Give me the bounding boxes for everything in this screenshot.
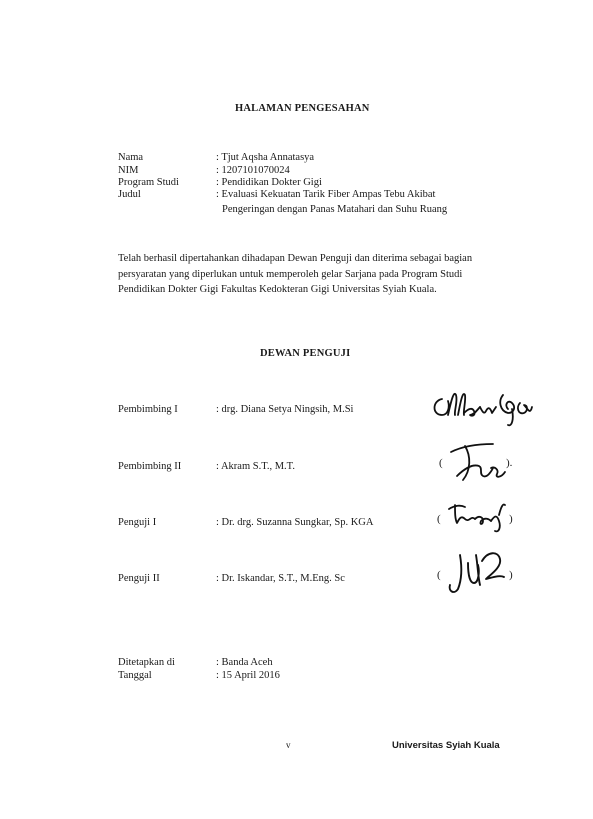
examiner-name: : drg. Diana Setya Ningsih, M.Si <box>216 404 354 415</box>
nim-value: : 1207101070024 <box>216 165 290 176</box>
page-number: v <box>286 740 291 750</box>
page-title: HALAMAN PENGESAHAN <box>235 103 370 114</box>
board-title: DEWAN PENGUJI <box>260 348 351 359</box>
examiner-role: Penguji II <box>118 573 160 584</box>
examiner-name: : Dr. Iskandar, S.T., M.Eng. Sc <box>216 573 345 584</box>
signature-paren-open: ( <box>439 457 443 469</box>
nim-label: NIM <box>118 165 139 176</box>
signature-paren-close: ) <box>509 569 513 581</box>
tanggal-label: Tanggal <box>118 670 152 681</box>
paragraph-line: Pendidikan Dokter Gigi Fakultas Kedokteran Gigi Universitas Syiah Kuala. <box>118 284 437 295</box>
judul-label: Judul <box>118 189 141 200</box>
paragraph-line: persyaratan yang diperlukan untuk memperoleh gelar Sarjana pada Program Studi <box>118 268 463 280</box>
signature-paren-close: ) <box>509 513 513 525</box>
examiner-name: : Dr. drg. Suzanna Sungkar, Sp. KGA <box>216 517 374 528</box>
examiner-name: : Akram S.T., M.T. <box>216 461 295 472</box>
approval-paragraph <box>118 251 498 298</box>
examiner-role: Penguji I <box>118 517 157 528</box>
tanggal-value: : 15 April 2016 <box>216 670 280 681</box>
examiner-role: Pembimbing I <box>118 404 178 415</box>
program-label: Program Studi <box>118 177 179 188</box>
signature-paren-open: ( <box>437 569 441 581</box>
signature-paren-open: ( <box>437 513 441 525</box>
name-value: : Tjut Aqsha Annatasya <box>216 152 315 163</box>
judul-value-line2: Pengeringan dengan Panas Matahari dan Suhu Ruang <box>222 204 448 215</box>
paragraph-line: Telah berhasil dipertahankan dihadapan Dewan Penguji dan diterima sebagai bagian <box>118 253 473 264</box>
signature-1-image <box>428 385 538 430</box>
ditetapkan-label: Ditetapkan di <box>118 657 175 668</box>
signature-4-image <box>446 543 508 601</box>
examiner-role: Pembimbing II <box>118 461 182 472</box>
ditetapkan-value: : Banda Aceh <box>216 657 273 668</box>
judul-value: : Evaluasi Kekuatan Tarik Fiber Ampas Tebu Akibat <box>216 189 436 200</box>
signature-paren-close: ). <box>506 457 513 469</box>
signature-2-image <box>445 438 515 484</box>
footer-university: Universitas Syiah Kuala <box>392 740 500 751</box>
signature-3-image <box>443 497 509 535</box>
name-label: Nama <box>118 152 144 163</box>
program-value: : Pendidikan Dokter Gigi <box>216 177 322 188</box>
